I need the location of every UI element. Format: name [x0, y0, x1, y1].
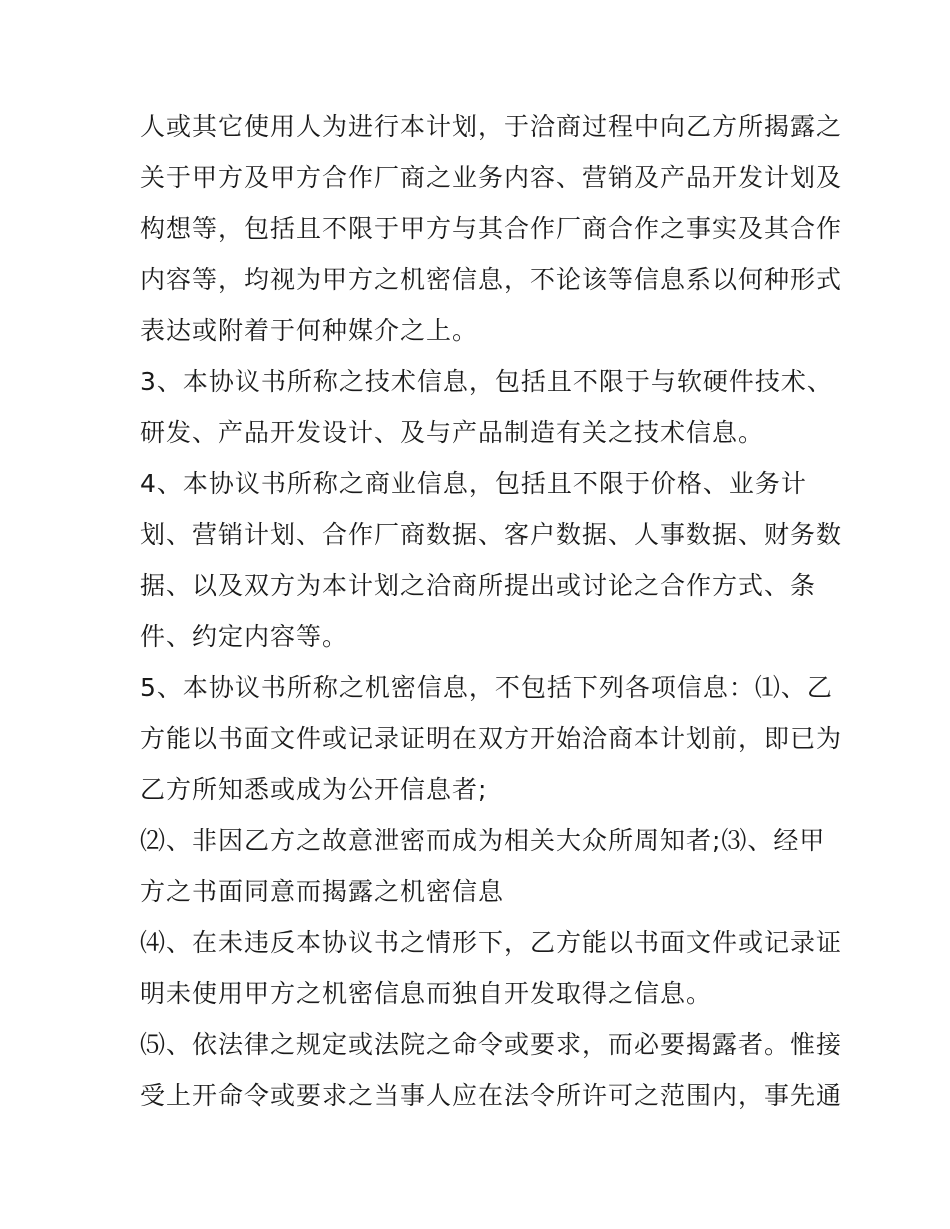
text-line: ⑷、在未违反本协议书之情形下，乙方能以书面文件或记录证: [140, 928, 843, 957]
text-line: 受上开命令或要求之当事人应在法令所许可之范围内，事先通: [140, 1081, 843, 1110]
text-line: 方之书面同意而揭露之机密信息: [140, 877, 505, 906]
text-line: ⑵、非因乙方之故意泄密而成为相关大众所周知者;⑶、经甲: [140, 826, 826, 855]
text-line: 件、约定内容等。: [140, 622, 349, 651]
text-line: 研发、产品开发设计、及与产品制造有关之技术信息。: [140, 418, 765, 447]
text-line: 内容等，均视为甲方之机密信息，不论该等信息系以何种形式: [140, 265, 843, 294]
text-line: 方能以书面文件或记录证明在双方开始洽商本计划前，即已为: [140, 724, 843, 753]
text-line: 乙方所知悉或成为公开信息者;: [140, 775, 488, 804]
text-line: 5、本协议书所称之机密信息，不包括下列各项信息：⑴、乙: [140, 673, 833, 702]
text-line: 表达或附着于何种媒介之上。: [140, 316, 479, 345]
text-line: 划、营销计划、合作厂商数据、客户数据、人事数据、财务数: [140, 520, 843, 549]
text-line: 关于甲方及甲方合作厂商之业务内容、营销及产品开发计划及: [140, 163, 843, 192]
text-line: ⑸、依法律之规定或法院之命令或要求，而必要揭露者。惟接: [140, 1030, 843, 1059]
text-line: 人或其它使用人为进行本计划，于洽商过程中向乙方所揭露之: [140, 112, 843, 141]
text-line: 构想等，包括且不限于甲方与其合作厂商合作之事实及其合作: [140, 214, 843, 243]
text-line: 3、本协议书所称之技术信息，包括且不限于与软硬件技术、: [140, 367, 833, 396]
text-line: 据、以及双方为本计划之洽商所提出或讨论之合作方式、条: [140, 571, 817, 600]
text-line: 4、本协议书所称之商业信息，包括且不限于价格、业务计: [140, 469, 807, 498]
text-line: 明未使用甲方之机密信息而独自开发取得之信息。: [140, 979, 713, 1008]
